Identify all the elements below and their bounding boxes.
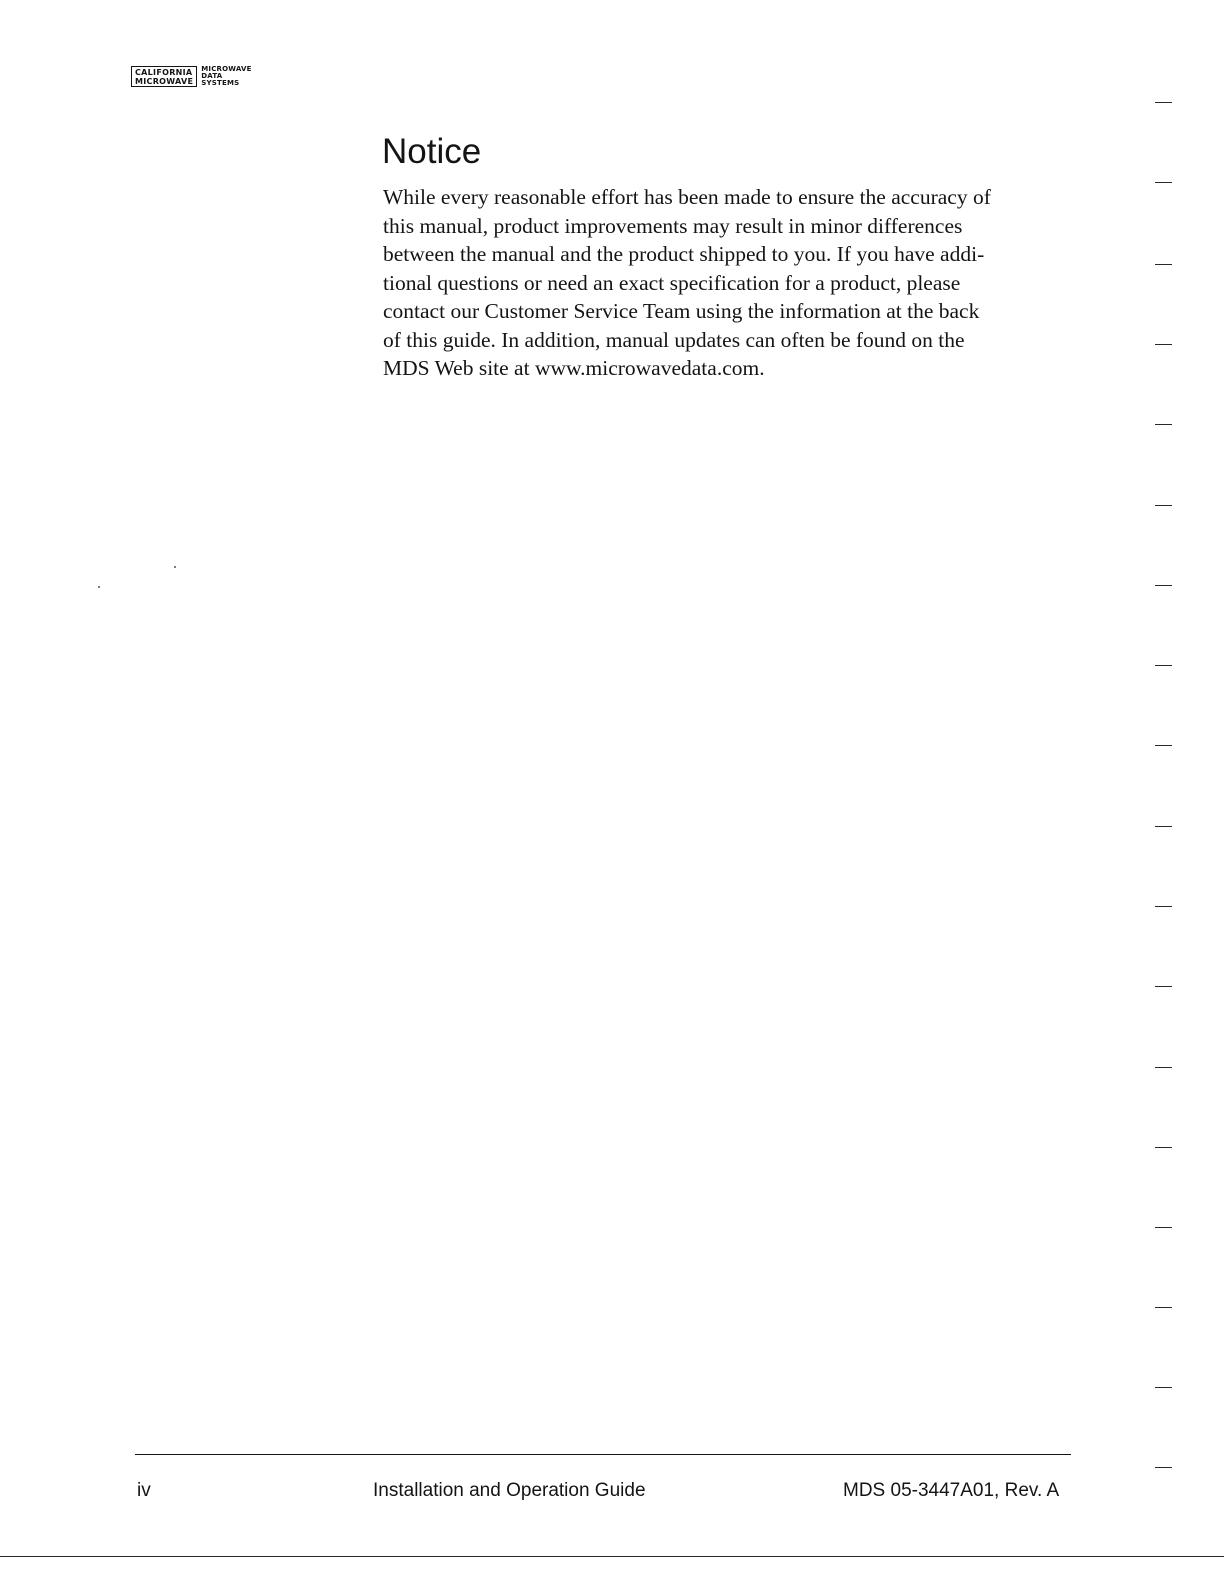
notice-line: tional questions or need an exact specification for a product, please	[383, 270, 961, 295]
notice-heading: Notice	[382, 132, 482, 171]
notice-paragraph	[383, 183, 1073, 383]
margin-tick-mark	[1155, 1387, 1172, 1388]
margin-tick-mark	[1155, 1227, 1172, 1228]
margin-tick-mark	[1155, 1467, 1172, 1468]
footer-guide-title: Installation and Operation Guide	[373, 1480, 646, 1501]
margin-tick-mark	[1155, 264, 1172, 265]
logo-wordmark	[201, 66, 251, 87]
logo-box	[131, 66, 197, 87]
notice-line: MDS Web site at www.microwavedata.com.	[383, 356, 765, 380]
logo-word-line: MICROWAVE	[201, 65, 252, 73]
notice-line: this manual, product improvements may result in minor differences	[383, 213, 963, 238]
logo-word-line: SYSTEMS	[201, 79, 240, 87]
margin-tick-mark	[1155, 745, 1172, 746]
margin-tick-mark	[1155, 102, 1172, 103]
footer-page-number: iv	[137, 1480, 151, 1501]
scan-speck	[98, 586, 100, 588]
notice-line: While every reasonable effort has been made to ensure the accuracy of	[383, 185, 991, 209]
margin-tick-mark	[1155, 1147, 1172, 1148]
logo-box-line: MICROWAVE	[135, 77, 194, 86]
margin-tick-mark	[1155, 1307, 1172, 1308]
margin-tick-mark	[1155, 826, 1172, 827]
margin-tick-mark	[1155, 986, 1172, 987]
margin-tick-mark	[1155, 182, 1172, 183]
margin-tick-mark	[1155, 1067, 1172, 1068]
footer-divider	[135, 1454, 1071, 1455]
notice-line: between the manual and the product shipped to you. If you have addi-	[383, 242, 985, 266]
company-logo	[131, 66, 252, 87]
notice-line: contact our Customer Service Team using the information at the back	[383, 299, 980, 323]
footer-document-number: MDS 05-3447A01, Rev. A	[843, 1480, 1060, 1501]
margin-tick-mark	[1155, 585, 1172, 586]
margin-tick-mark	[1155, 505, 1172, 506]
logo-word-line: DATA	[201, 72, 223, 80]
margin-tick-mark	[1155, 344, 1172, 345]
scan-speck	[174, 566, 176, 568]
margin-tick-mark	[1155, 424, 1172, 425]
notice-line: of this guide. In addition, manual updates can often be found on the	[383, 327, 965, 352]
margin-tick-mark	[1155, 665, 1172, 666]
page-bottom-edge	[0, 1556, 1224, 1557]
margin-tick-mark	[1155, 906, 1172, 907]
logo-box-line: CALIFORNIA	[135, 68, 193, 77]
